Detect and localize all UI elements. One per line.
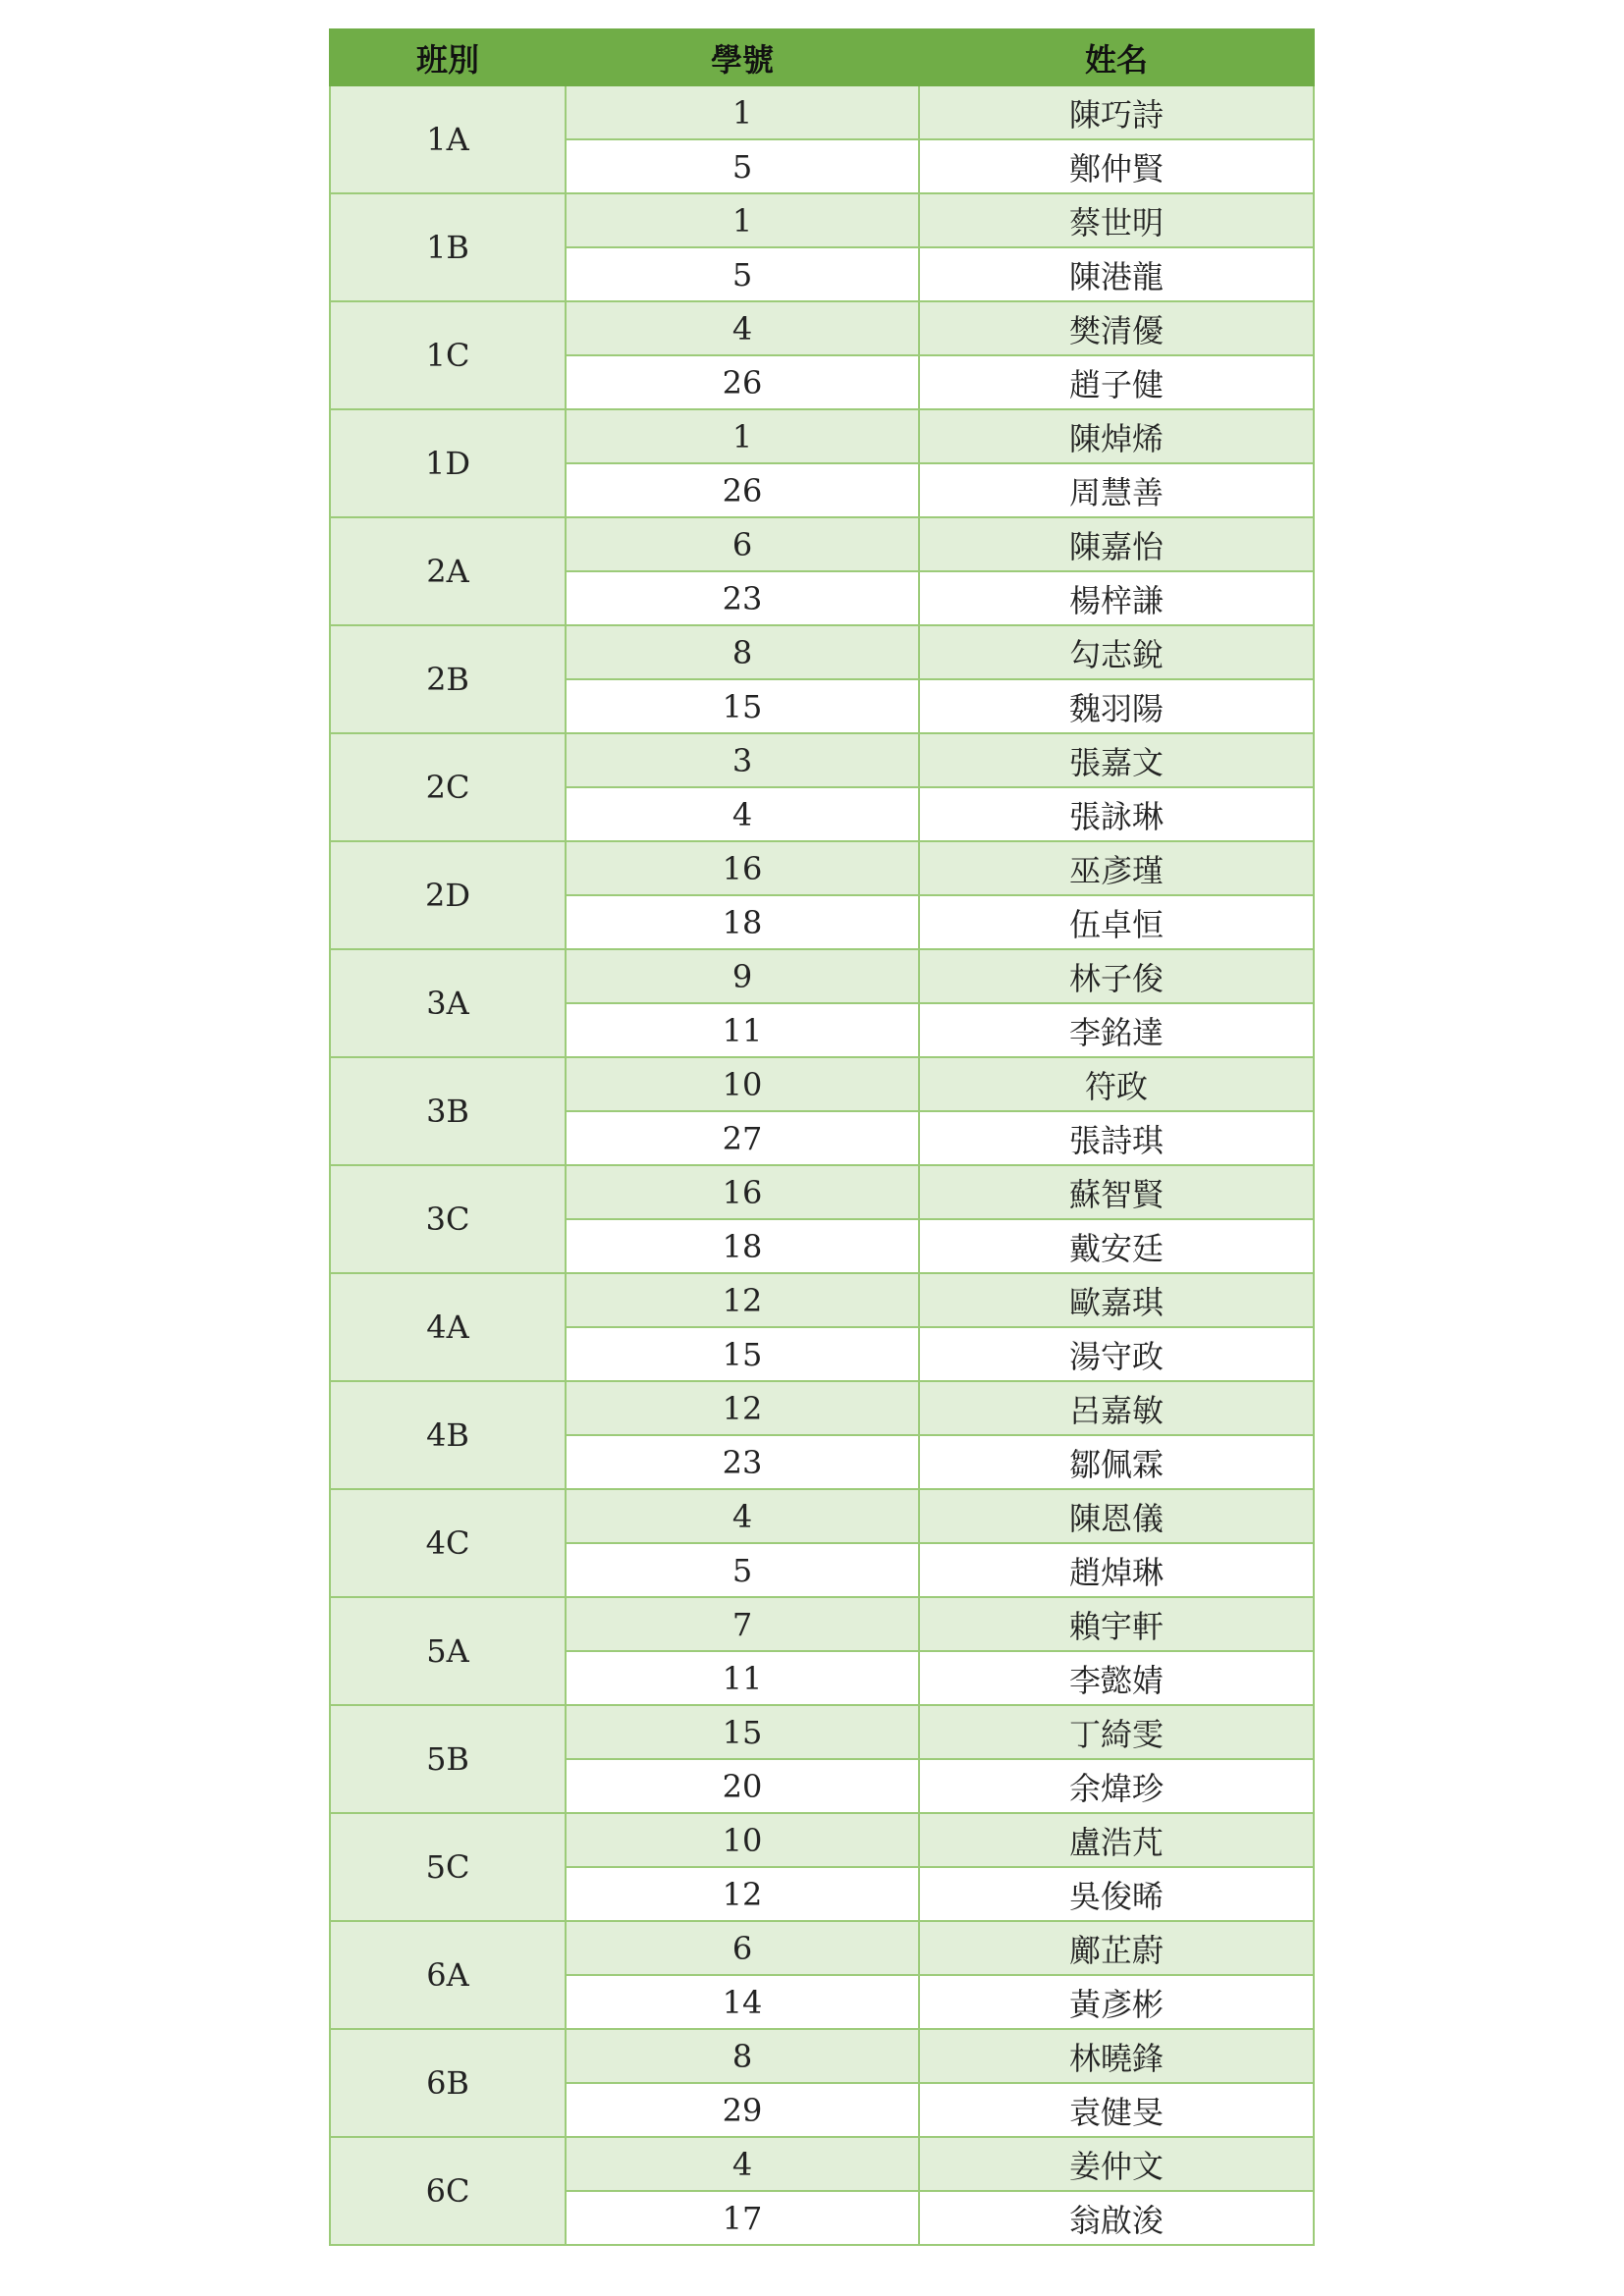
student-number-cell: 11 — [566, 1003, 919, 1057]
student-name-cell: 姜仲文 — [919, 2137, 1314, 2191]
student-number-cell: 4 — [566, 301, 919, 355]
table-row — [330, 949, 1314, 1003]
class-cell: 5B — [330, 1705, 566, 1813]
student-name-cell: 伍卓恒 — [919, 895, 1314, 949]
student-number-cell: 1 — [566, 193, 919, 247]
class-cell: 3A — [330, 949, 566, 1057]
table-row — [330, 1813, 1314, 1867]
student-number-cell: 5 — [566, 139, 919, 193]
student-name-cell: 丁綺雯 — [919, 1705, 1314, 1759]
table-row — [330, 1273, 1314, 1327]
student-name-cell: 陳巧詩 — [919, 85, 1314, 139]
table-row — [330, 841, 1314, 895]
class-column-header: 班別 — [330, 29, 566, 85]
student-name-cell: 陳嘉怡 — [919, 517, 1314, 571]
class-cell: 6C — [330, 2137, 566, 2245]
student-name-cell: 蔡世明 — [919, 193, 1314, 247]
student-number-cell: 8 — [566, 2029, 919, 2083]
student-name-cell: 陳港龍 — [919, 247, 1314, 301]
student-name-cell: 林曉鋒 — [919, 2029, 1314, 2083]
student-name-cell: 張嘉文 — [919, 733, 1314, 787]
table-row — [330, 301, 1314, 355]
student-number-cell: 18 — [566, 1219, 919, 1273]
student-table — [329, 28, 1315, 2246]
student-name-cell: 余煒珍 — [919, 1759, 1314, 1813]
class-cell: 5A — [330, 1597, 566, 1705]
student-name-cell: 林子俊 — [919, 949, 1314, 1003]
student-number-cell: 8 — [566, 625, 919, 679]
table-row — [330, 2137, 1314, 2191]
student-number-cell: 11 — [566, 1651, 919, 1705]
student-number-cell: 4 — [566, 2137, 919, 2191]
table-row — [330, 193, 1314, 247]
student-name-cell: 樊清優 — [919, 301, 1314, 355]
student-number-cell: 23 — [566, 571, 919, 625]
class-cell: 1A — [330, 85, 566, 193]
student-name-cell: 李懿婧 — [919, 1651, 1314, 1705]
student-name-cell: 盧浩芃 — [919, 1813, 1314, 1867]
class-cell: 2D — [330, 841, 566, 949]
student-number-cell: 5 — [566, 1543, 919, 1597]
student-name-cell: 吳俊晞 — [919, 1867, 1314, 1921]
table-row — [330, 1705, 1314, 1759]
student-number-cell: 18 — [566, 895, 919, 949]
student-number-cell: 6 — [566, 1921, 919, 1975]
table-row — [330, 517, 1314, 571]
student-name-cell: 翁啟浚 — [919, 2191, 1314, 2245]
class-cell: 4A — [330, 1273, 566, 1381]
number-column-header: 學號 — [566, 29, 919, 85]
table-row — [330, 1165, 1314, 1219]
table-row — [330, 733, 1314, 787]
student-number-cell: 7 — [566, 1597, 919, 1651]
student-number-cell: 16 — [566, 1165, 919, 1219]
student-name-cell: 黃彥彬 — [919, 1975, 1314, 2029]
student-name-cell: 戴安廷 — [919, 1219, 1314, 1273]
student-name-cell: 陳焯烯 — [919, 409, 1314, 463]
student-name-cell: 張詠琳 — [919, 787, 1314, 841]
student-number-cell: 20 — [566, 1759, 919, 1813]
student-number-cell: 10 — [566, 1057, 919, 1111]
student-name-cell: 賴宇軒 — [919, 1597, 1314, 1651]
student-number-cell: 1 — [566, 409, 919, 463]
student-number-cell: 14 — [566, 1975, 919, 2029]
class-cell: 4C — [330, 1489, 566, 1597]
student-number-cell: 4 — [566, 787, 919, 841]
student-number-cell: 23 — [566, 1435, 919, 1489]
student-name-cell: 張詩琪 — [919, 1111, 1314, 1165]
class-cell: 4B — [330, 1381, 566, 1489]
student-number-cell: 15 — [566, 679, 919, 733]
class-cell: 3C — [330, 1165, 566, 1273]
student-number-cell: 12 — [566, 1381, 919, 1435]
class-cell: 1B — [330, 193, 566, 301]
table-row — [330, 625, 1314, 679]
student-name-cell: 歐嘉琪 — [919, 1273, 1314, 1327]
student-name-cell: 蘇智賢 — [919, 1165, 1314, 1219]
student-number-cell: 15 — [566, 1705, 919, 1759]
student-number-cell: 12 — [566, 1273, 919, 1327]
student-number-cell: 16 — [566, 841, 919, 895]
class-cell: 1C — [330, 301, 566, 409]
student-name-cell: 符政 — [919, 1057, 1314, 1111]
table-row — [330, 409, 1314, 463]
table-row — [330, 1597, 1314, 1651]
header-row — [330, 29, 1314, 85]
table-header — [330, 29, 1314, 85]
table-body — [330, 85, 1314, 2245]
student-number-cell: 3 — [566, 733, 919, 787]
class-cell: 3B — [330, 1057, 566, 1165]
student-number-cell: 29 — [566, 2083, 919, 2137]
student-name-cell: 楊梓謙 — [919, 571, 1314, 625]
student-name-cell: 呂嘉敏 — [919, 1381, 1314, 1435]
table-row — [330, 2029, 1314, 2083]
student-name-cell: 陳恩儀 — [919, 1489, 1314, 1543]
student-number-cell: 1 — [566, 85, 919, 139]
student-name-cell: 鄭仲賢 — [919, 139, 1314, 193]
student-name-cell: 鄺芷蔚 — [919, 1921, 1314, 1975]
student-name-cell: 袁健旻 — [919, 2083, 1314, 2137]
student-name-cell: 巫彥瑾 — [919, 841, 1314, 895]
student-number-cell: 9 — [566, 949, 919, 1003]
class-cell: 1D — [330, 409, 566, 517]
table-row — [330, 1489, 1314, 1543]
student-number-cell: 26 — [566, 355, 919, 409]
class-cell: 6A — [330, 1921, 566, 2029]
student-number-cell: 6 — [566, 517, 919, 571]
student-number-cell: 15 — [566, 1327, 919, 1381]
student-number-cell: 17 — [566, 2191, 919, 2245]
student-number-cell: 12 — [566, 1867, 919, 1921]
student-number-cell: 4 — [566, 1489, 919, 1543]
student-number-cell: 27 — [566, 1111, 919, 1165]
student-name-cell: 趙子健 — [919, 355, 1314, 409]
name-column-header: 姓名 — [919, 29, 1314, 85]
table-row — [330, 1921, 1314, 1975]
student-name-cell: 趙焯琳 — [919, 1543, 1314, 1597]
student-name-cell: 鄒佩霖 — [919, 1435, 1314, 1489]
student-number-cell: 26 — [566, 463, 919, 517]
student-name-cell: 李銘達 — [919, 1003, 1314, 1057]
table-row — [330, 1381, 1314, 1435]
class-cell: 2A — [330, 517, 566, 625]
student-number-cell: 10 — [566, 1813, 919, 1867]
student-number-cell: 5 — [566, 247, 919, 301]
student-name-cell: 湯守政 — [919, 1327, 1314, 1381]
table-row — [330, 1057, 1314, 1111]
class-cell: 2C — [330, 733, 566, 841]
student-name-cell: 周慧善 — [919, 463, 1314, 517]
class-cell: 2B — [330, 625, 566, 733]
class-cell: 6B — [330, 2029, 566, 2137]
table-row — [330, 85, 1314, 139]
student-name-cell: 勾志銳 — [919, 625, 1314, 679]
student-name-cell: 魏羽陽 — [919, 679, 1314, 733]
class-cell: 5C — [330, 1813, 566, 1921]
